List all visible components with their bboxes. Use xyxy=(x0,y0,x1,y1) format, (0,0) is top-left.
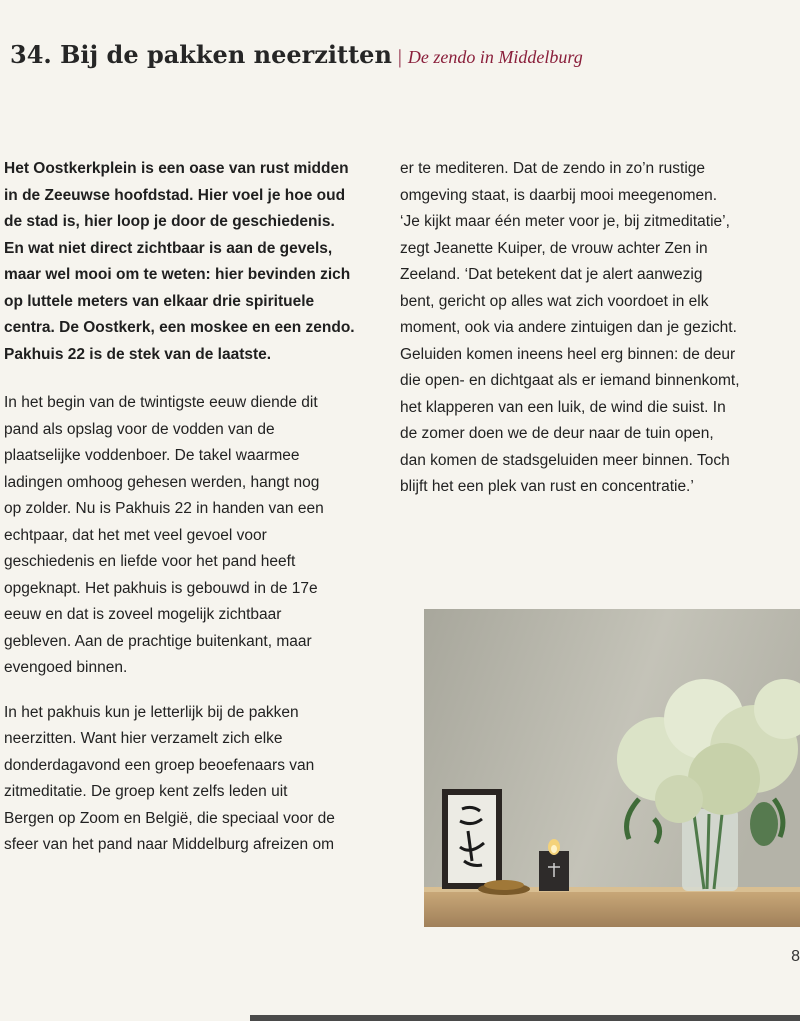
page-number: 8 xyxy=(791,948,800,965)
text-line: dan komen de stadsgeluiden meer binnen. Toch xyxy=(400,451,730,469)
text-line: de stad is, hier loop je door de geschiedenis. xyxy=(4,213,335,230)
text-line: plaatselijke voddenboer. De takel waarmee xyxy=(4,447,300,464)
text-line: de zomer doen we de deur naar de tuin open, xyxy=(400,425,714,442)
text-line: op luttele meters van elkaar drie spirituele xyxy=(4,292,315,310)
text-line: En wat niet direct zichtbaar is aan de gevels, xyxy=(4,239,333,257)
text-line: Geluiden komen ineens heel erg binnen: de deur xyxy=(400,345,736,363)
zendo-photo xyxy=(424,609,800,927)
calligraphy-frame xyxy=(442,789,502,889)
text-line: eeuw en dat is zoveel mogelijk zichtbaar xyxy=(4,606,282,623)
text-line: het klapperen van een luik, de wind die suist. In xyxy=(400,398,726,416)
right-column xyxy=(400,156,800,501)
text-line: geschiedenis en liefde voor het pand heeft xyxy=(4,553,296,570)
text-line: blijft het een plek van rust en concentratie.’ xyxy=(400,478,694,495)
text-line: in de Zeeuwse hoofdstad. Hier voel je hoe oud xyxy=(4,186,346,204)
vase xyxy=(682,809,738,891)
text-line: omgeving staat, is daarbij mooi meegenomen. xyxy=(400,186,718,204)
text-line: moment, ook via andere zintuigen dan je gezicht. xyxy=(400,319,737,336)
text-line: bent, gericht op alles wat zich voordoet in elk xyxy=(400,292,709,310)
bottom-rule xyxy=(250,1015,800,1021)
text-line: donderdagavond een groep beoefenaars van xyxy=(4,756,315,774)
body-paragraph-1 xyxy=(4,390,396,682)
text-line: In het begin van de twintigste eeuw diende dit xyxy=(4,394,318,411)
text-line: pand als opslag voor de vodden van de xyxy=(4,420,275,438)
text-line: opgeknapt. Het pakhuis is gebouwd in de 17e xyxy=(4,579,318,597)
text-line: Pakhuis 22 is de stek van de laatste. xyxy=(4,345,272,363)
text-line: maar wel mooi om te weten: hier bevinden zich xyxy=(4,266,351,283)
chapter-header xyxy=(10,40,790,69)
text-line: zegt Jeanette Kuiper, de vrouw achter Zen in xyxy=(400,239,708,257)
text-line: die open- en dichtgaat als er iemand binnenkomt, xyxy=(400,372,740,389)
chapter-subtitle: De zendo in Middelburg xyxy=(407,47,583,67)
text-line: er te mediteren. Dat de zendo in zo’n rustige xyxy=(400,160,706,177)
title-separator: | xyxy=(397,46,402,68)
text-line: centra. De Oostkerk, een moskee en een zendo. xyxy=(4,319,355,336)
left-column xyxy=(4,156,396,859)
text-line: Het Oostkerkplein is een oase van rust midden xyxy=(4,160,349,177)
text-line: In het pakhuis kun je letterlijk bij de pakken xyxy=(4,703,299,721)
text-line: zitmeditatie. De groep kent zelfs leden uit xyxy=(4,783,288,800)
text-line: ‘Je kijkt maar één meter voor je, bij zitmeditatie’, xyxy=(400,213,730,230)
text-line: neerzitten. Want hier verzamelt zich elke xyxy=(4,730,283,747)
text-line: Bergen op Zoom en België, die speciaal voor de xyxy=(4,809,335,827)
text-line: op zolder. Nu is Pakhuis 22 in handen van een xyxy=(4,500,324,517)
intro-paragraph xyxy=(4,156,396,368)
text-line: echtpaar, dat het met veel gevoel voor xyxy=(4,526,267,544)
text-line: sfeer van het pand naar Middelburg afreizen om xyxy=(4,836,335,853)
text-line: Zeeland. ‘Dat betekent dat je alert aanwezig xyxy=(400,266,703,283)
text-line: ladingen omhoog gehesen werden, hangt nog xyxy=(4,473,320,491)
photo-illustration xyxy=(424,609,800,927)
text-line: evengoed binnen. xyxy=(4,659,128,676)
text-line: gebleven. Aan de prachtige buitenkant, maar xyxy=(4,632,312,650)
body-paragraph-2 xyxy=(4,700,396,859)
chapter-title: 34. Bij de pakken neerzitten xyxy=(10,40,392,69)
